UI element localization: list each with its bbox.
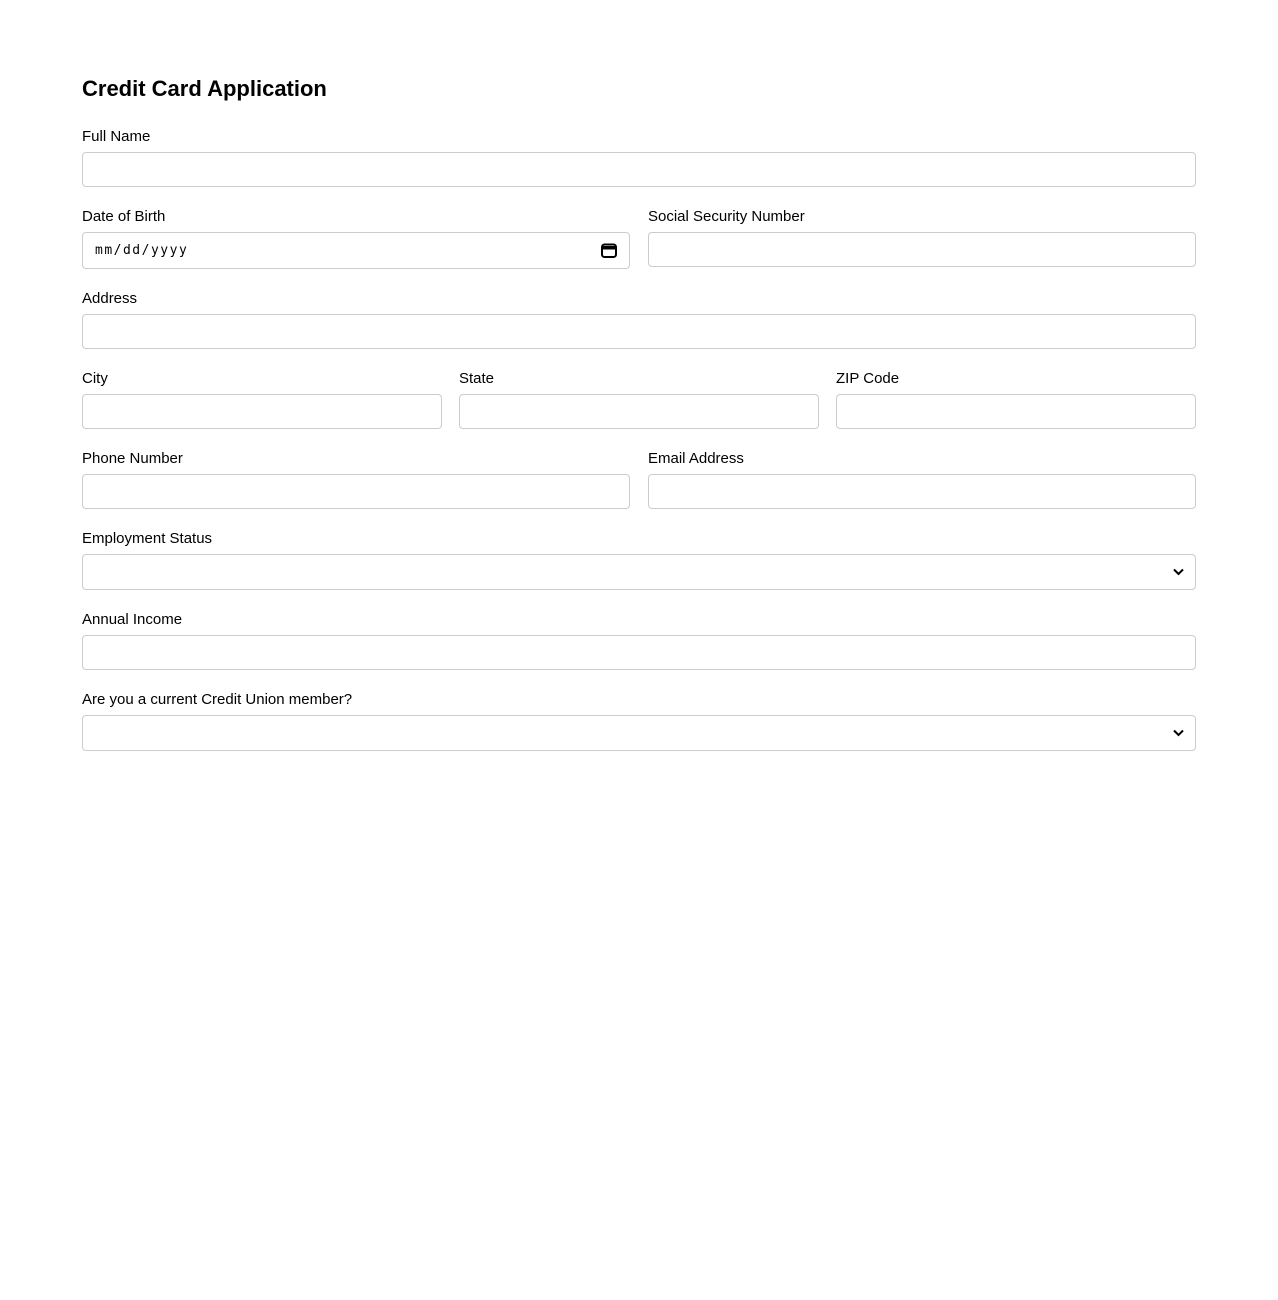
member-select-wrap [82,715,1196,751]
phone-label: Phone Number [82,450,183,467]
form-container [82,0,1196,751]
credit-card-application-form [82,128,1196,751]
ssn-label: Social Security Number [648,208,805,225]
city-group [82,370,442,429]
state-input[interactable] [459,394,819,429]
address-input[interactable] [82,314,1196,349]
city-input[interactable] [82,394,442,429]
zip-group [836,370,1196,429]
phone-group [82,450,630,509]
state-label: State [459,370,495,387]
ssn-group [648,208,1196,269]
ssn-input[interactable] [648,232,1196,267]
email-label: Email Address [648,450,744,467]
employment-status-select[interactable] [82,554,1196,590]
calendar-icon[interactable] [601,243,617,258]
annual-income-input[interactable] [82,635,1196,670]
dob-label: Date of Birth [82,208,166,225]
zip-code-input[interactable] [836,394,1196,429]
dob-ssn-row [82,208,1196,290]
state-group [459,370,819,429]
employment-status-group [82,530,1196,590]
member-group [82,691,1196,751]
dob-date-input[interactable] [82,232,630,269]
zip-code-label: ZIP Code [836,370,900,387]
dob-group [82,208,630,269]
address-group [82,290,1196,349]
annual-income-group [82,611,1196,670]
employment-status-select-wrap [82,554,1196,590]
employment-status-label: Employment Status [82,530,213,547]
full-name-input[interactable] [82,152,1196,187]
email-input[interactable] [648,474,1196,509]
full-name-label: Full Name [82,128,151,145]
member-select[interactable] [82,715,1196,751]
page-title: Credit Card Application [82,76,327,101]
email-group [648,450,1196,509]
address-label: Address [82,290,138,307]
phone-input[interactable] [82,474,630,509]
dob-placeholder-text: mm/dd/yyyy [95,243,189,258]
phone-email-row [82,450,1196,530]
member-question-label: Are you a current Credit Union member? [82,691,353,708]
city-state-zip-row [82,370,1196,450]
annual-income-label: Annual Income [82,611,183,628]
full-name-group [82,128,1196,187]
city-label: City [82,370,108,387]
